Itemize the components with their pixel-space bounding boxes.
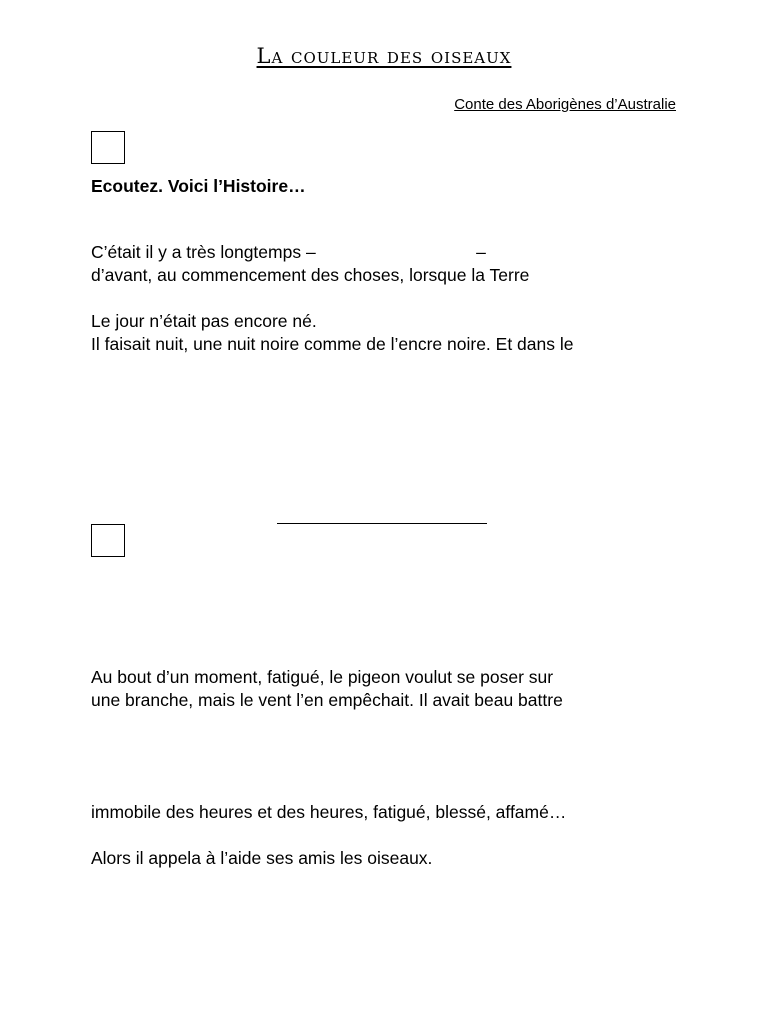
story-heading: Ecoutez. Voici l’Histoire… <box>91 176 306 196</box>
story-line-4: Il faisait nuit, une nuit noire comme de l’encre noire. Et dans le <box>91 334 574 354</box>
story-line-8: Alors il appela à l’aide ses amis les oiseaux. <box>91 848 433 868</box>
story-line-5: Au bout d’un moment, fatigué, le pigeon voulut se poser sur <box>91 667 554 687</box>
document-subtitle: Conte des Aborigènes d’Australie <box>454 96 676 113</box>
checkbox-2[interactable] <box>91 524 125 557</box>
fill-in-blank-line <box>277 523 487 524</box>
story-line-7: immobile des heures et des heures, fatigué, blessé, affamé… <box>91 802 567 822</box>
document-title: La couleur des oiseaux <box>256 44 512 68</box>
story-line-2: d’avant, au commencement des choses, lorsque la Terre <box>91 265 530 285</box>
story-line-6: une branche, mais le vent l’en empêchait. Il avait beau battre <box>91 690 563 710</box>
checkbox-1[interactable] <box>91 131 125 164</box>
story-line-1: C’était il y a très longtemps – – <box>91 242 486 262</box>
story-line-3: Le jour n’était pas encore né. <box>91 311 317 331</box>
